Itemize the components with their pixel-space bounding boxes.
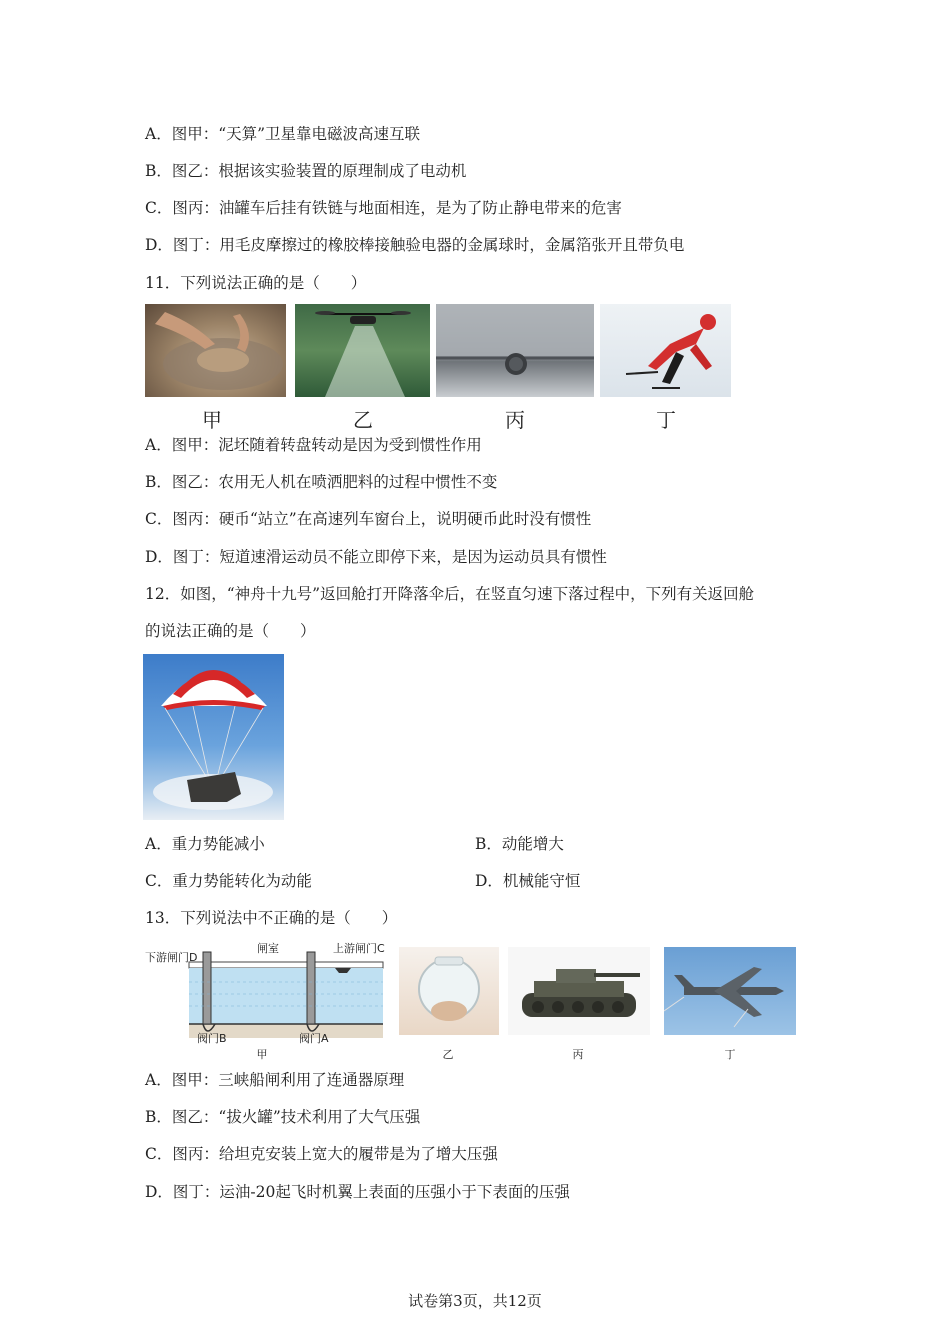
q10-option-c: C．图丙：油罐车后挂有铁链与地面相连，是为了防止静电带来的危害 [145, 199, 622, 217]
q13-option-a: A．图甲：三峡船闸利用了连通器原理 [145, 1071, 405, 1089]
label-downstream-gate: 下游闸门D [145, 951, 198, 964]
q10-option-b: B．图乙：根据该实验装置的原理制成了电动机 [145, 162, 467, 180]
q10-option-d: D．图丁：用毛皮摩擦过的橡胶棒接触验电器的金属球时，金属箔张开且带负电 [145, 236, 685, 254]
fire-cupping-photo [399, 947, 499, 1035]
q13-option-d: D．图丁：运油-20起飞时机翼上表面的压强小于下表面的压强 [145, 1183, 570, 1201]
q11-caption-ding: 丁 [656, 408, 676, 432]
q13-caption-jia: 甲 [256, 1048, 268, 1061]
label-upstream-gate: 上游闸门C [333, 942, 385, 955]
q13-caption-yi: 乙 [442, 1048, 454, 1061]
q11-caption-jia: 甲 [202, 408, 222, 432]
q12-option-d: D．机械能守恒 [475, 872, 581, 890]
q13-stem: 13．下列说法中不正确的是（ ） [145, 909, 398, 927]
tank-photo [508, 947, 650, 1035]
coin-on-windowsill-photo [436, 304, 594, 397]
q12-stem-line-1: 12．如图，“神舟十九号”返回舱打开降落伞后，在竖直匀速下落过程中，下列有关返回舱 [145, 585, 755, 603]
q11-caption-yi: 乙 [353, 408, 373, 432]
q13-option-b: B．图乙：“拔火罐”技术利用了大气压强 [145, 1108, 421, 1126]
tanker-aircraft-photo [664, 947, 796, 1035]
page-footer: 试卷第3页，共12页 [408, 1292, 542, 1310]
q12-option-b: B．动能增大 [475, 835, 564, 853]
label-lock-chamber: 闸室 [257, 942, 279, 955]
ship-lock-diagram [145, 938, 395, 1048]
q13-caption-ding: 丁 [724, 1048, 736, 1061]
q11-option-b: B．图乙：农用无人机在喷洒肥料的过程中惯性不变 [145, 473, 498, 491]
parachute-capsule-photo [143, 654, 284, 820]
label-valve-b: 阀门B [197, 1032, 227, 1045]
q13-option-c: C．图丙：给坦克安装上宽大的履带是为了增大压强 [145, 1145, 498, 1163]
q11-option-d: D．图丁：短道速滑运动员不能立即停下来，是因为运动员具有惯性 [145, 548, 607, 566]
q10-option-a: A．图甲：“天算”卫星靠电磁波高速互联 [145, 125, 421, 143]
q12-option-a: A．重力势能减小 [145, 835, 265, 853]
drone-spraying-photo [295, 304, 430, 397]
q12-stem-line-2: 的说法正确的是（ ） [145, 622, 316, 640]
q11-caption-bing: 丙 [505, 408, 525, 432]
q11-stem: 11．下列说法正确的是（ ） [145, 274, 367, 292]
q12-option-c: C．重力势能转化为动能 [145, 872, 312, 890]
label-valve-a: 阀门A [299, 1032, 329, 1045]
q11-option-a: A．图甲：泥坯随着转盘转动是因为受到惯性作用 [145, 436, 482, 454]
speed-skater-photo [600, 304, 731, 397]
q13-caption-bing: 丙 [572, 1048, 584, 1061]
q11-option-c: C．图丙：硬币“站立”在高速列车窗台上，说明硬币此时没有惯性 [145, 510, 592, 528]
pottery-wheel-photo [145, 304, 286, 397]
